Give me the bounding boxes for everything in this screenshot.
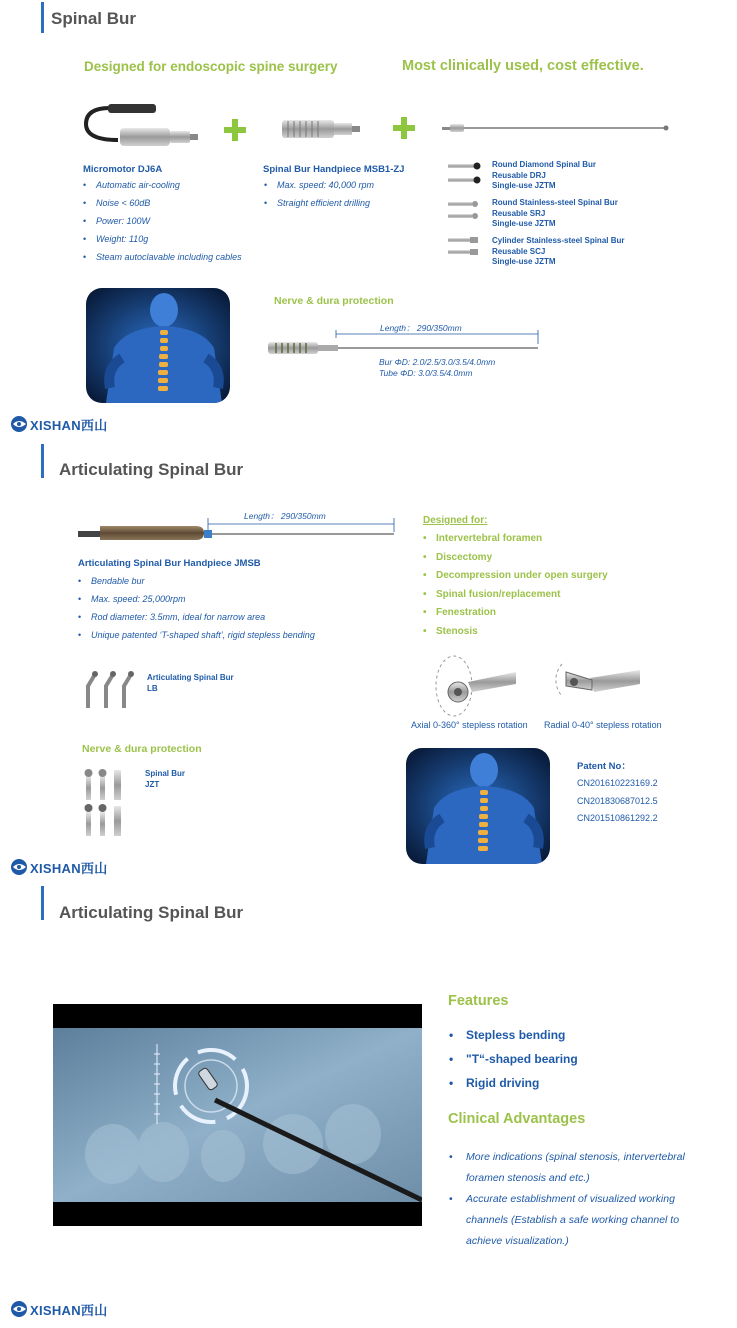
list-item [449,1189,685,1252]
advantage-line: • More indications (spinal stenosis, intervertebral [466,1151,685,1163]
protection-title: Nerve & dura protection [274,295,394,307]
list-item: • Unique patented ‘T-shaped shaft’, rigid stepless bending [78,626,315,644]
bur-type-1 [492,160,596,192]
bur-type-single-use: Single-use JZTM [492,181,556,190]
articulating-features [78,572,315,644]
list-item [449,1147,685,1189]
list-item: • Max. speed: 40,000 rpm [264,176,374,194]
features-title: Features [448,993,509,1009]
list-item: • Max. speed: 25,000rpm [78,590,315,608]
lb-bur-tips-image [84,668,136,710]
features-list [449,1023,578,1095]
list-item: • Fenestration [423,604,608,623]
bur-type-name: Round Stainless-steel Spinal Bur [492,198,618,207]
lb-name: Articulating Spinal Bur [147,673,234,682]
radial-caption: Radial 0-40° stepless rotation [544,720,662,730]
section3-accent-bar [41,886,44,920]
list-item: • "T“-shaped bearing [449,1047,578,1071]
list-item: • Rigid driving [449,1071,578,1095]
designed-for-list [423,530,608,641]
list-item: • Rod diameter: 3.5mm, ideal for narrow area [78,608,315,626]
patent-number: CN201510861292.2 [577,813,658,823]
patent-title: Patent No： [577,761,631,772]
list-item: • Intervertebral foramen [423,530,608,549]
bur-diameter: Bur ΦD: 2.0/2.5/3.0/3.5/4.0mm [379,357,496,367]
bur-type-reusable: Reusable SRJ [492,208,546,218]
list-item: • Spinal fusion/replacement [423,586,608,605]
spine-anatomy-image-2 [406,748,550,864]
protection-bur-image [266,330,542,358]
section1-accent-bar [41,2,44,33]
video-still [53,1004,422,1226]
list-item: • Steam autoclavable including cables [83,248,242,266]
spine-anatomy-image [86,288,230,403]
list-item: • Decompression under open surgery [423,567,608,586]
patent-list [577,775,658,828]
bur-type-name: Round Diamond Spinal Bur [492,160,596,169]
list-item: • Automatic air-cooling [83,176,242,194]
articulating-handpiece-image [76,518,398,546]
jzt-code: JZT [145,779,160,789]
micromotor-name: Micromotor DJ6A [83,164,163,175]
section2-accent-bar [41,444,44,478]
axial-rotation-image [424,648,520,720]
list-item: • Noise < 60dB [83,194,242,212]
handpiece-features [264,176,374,212]
radial-rotation-image [546,652,642,710]
advantage-line: channels (Establish a safe working channel to [466,1214,680,1226]
jzt-label [145,769,185,790]
xishan-logo [10,1299,108,1319]
bur-type-2 [492,198,618,230]
section2-title: Articulating Spinal Bur [59,460,244,479]
lb-code: LB [147,683,158,693]
advantage-line: • Accurate establishment of visualized working [466,1193,675,1205]
designed-for-title: Designed for: [423,515,488,526]
section3-title: Articulating Spinal Bur [59,903,244,922]
advantages-title: Clinical Advantages [448,1111,586,1127]
list-item: • Weight: 110g [83,230,242,248]
length-label: Length： 290/350mm [380,323,462,333]
micromotor-image [80,104,200,148]
bur-tips-image [448,160,484,266]
list-item: • Stenosis [423,623,608,642]
bur-type-reusable: Reusable DRJ [492,170,546,180]
bur-type-single-use: Single-use JZTM [492,219,556,228]
xishan-logo [10,857,108,877]
protection-title-2: Nerve & dura protection [82,743,202,755]
list-item: • Stepless bending [449,1023,578,1047]
xishan-logo [10,414,108,434]
bur-type-name: Cylinder Stainless-steel Spinal Bur [492,236,625,245]
bur-type-reusable: Reusable SCJ [492,246,546,256]
advantage-line: achieve visualization.) [466,1235,569,1247]
tube-diameter: Tube ΦD: 3.0/3.5/4.0mm [379,368,473,378]
logo-text: XISHAN西山 [30,860,108,876]
length-label: Length： 290/350mm [244,511,326,521]
list-item: • Bendable bur [78,572,315,590]
advantage-line: foramen stenosis and etc.) [466,1172,590,1184]
patent-number: CN201830687012.5 [577,795,658,806]
tagline-left: Designed for endoscopic spine surgery [84,59,338,74]
logo-text: XISHAN西山 [30,1302,108,1318]
bur-type-single-use: Single-use JZTM [492,257,556,266]
patent-number: CN201610223169.2 [577,778,658,788]
section1-title: Spinal Bur [51,9,137,28]
micromotor-features [83,176,242,266]
jzt-bur-tips-image [84,766,128,838]
plus-icon [224,119,246,141]
plus-icon [393,117,415,139]
tagline-right: Most clinically used, cost effective. [402,58,644,74]
advantages-list [449,1147,685,1252]
list-item: • Straight efficient drilling [264,194,374,212]
list-item: • Power: 100W [83,212,242,230]
list-item: • Discectomy [423,549,608,568]
lb-label [147,673,234,694]
bur-type-3 [492,236,624,268]
logo-text: XISHAN西山 [30,417,108,433]
axial-caption: Axial 0-360° stepless rotation [411,720,528,730]
bur-image [442,122,672,134]
articulating-handpiece-name: Articulating Spinal Bur Handpiece JMSB [78,558,261,569]
handpiece-image [282,118,362,140]
jzt-name: Spinal Bur [145,769,186,778]
handpiece-name: Spinal Bur Handpiece MSB1-ZJ [263,164,405,175]
